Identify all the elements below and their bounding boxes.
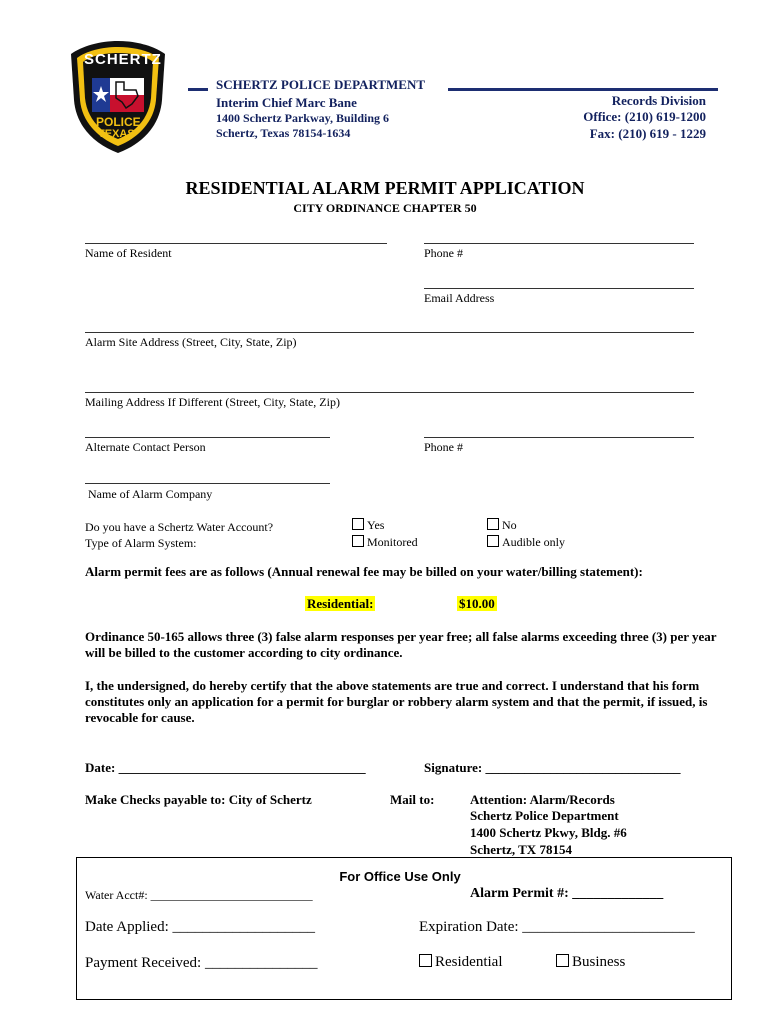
business-label: Business (572, 954, 626, 970)
water-acct-field[interactable]: Water Acct#: ___________________________ (85, 888, 313, 902)
alarm-company-line[interactable] (85, 483, 330, 484)
alarm-permit-field[interactable]: Alarm Permit #: _____________ (470, 886, 664, 901)
alarm-site-address-label: Alarm Site Address (Street, City, State, Zip) (85, 335, 297, 349)
phone-line[interactable] (424, 243, 694, 244)
office-use-heading: For Office Use Only (339, 869, 461, 884)
alarm-company-label: Name of Alarm Company (88, 487, 213, 501)
alarm-site-address-line[interactable] (85, 332, 694, 333)
business-checkbox[interactable] (556, 954, 569, 967)
alternate-phone-line[interactable] (424, 437, 694, 438)
residential-fee-label-text: Residential: (307, 596, 374, 611)
fees-intro: Alarm permit fees are as follows (Annual renewal fee may be billed on your water/billing statement): (85, 564, 643, 579)
form-title: RESIDENTIAL ALARM PERMIT APPLICATION (185, 178, 585, 198)
badge-top-text: SCHERTZ (84, 51, 162, 68)
no-checkbox[interactable] (487, 518, 499, 530)
certification-paragraph: I, the undersigned, do hereby certify that the above statements are true and correct. I understand that his form constitutes only an application for a permit for burglar or robbery alarm system and that the permit, if issued, is revocable for cause. (85, 678, 708, 725)
badge-bottom-text-line2: TEXAS (98, 128, 135, 140)
mail-to-label: Mail to: (390, 792, 435, 807)
audible-only-checkbox[interactable] (487, 535, 499, 547)
name-of-resident-label: Name of Resident (85, 246, 172, 260)
monitored-label: Monitored (367, 535, 418, 549)
address-line1: 1400 Schertz Parkway, Building 6 (216, 111, 390, 125)
yes-option[interactable] (352, 518, 384, 533)
form-subtitle: CITY ORDINANCE CHAPTER 50 (293, 201, 477, 215)
phone-label: Phone # (424, 246, 463, 260)
mail-to-line2: Schertz Police Department (470, 808, 619, 823)
email-line[interactable] (424, 288, 694, 289)
checks-payable-text: Make Checks payable to: City of Schertz (85, 792, 312, 807)
fax-number: Fax: (210) 619 - 1229 (589, 126, 706, 141)
residential-option[interactable] (419, 954, 503, 971)
water-account-question: Do you have a Schertz Water Account? (85, 520, 274, 534)
records-division: Records Division (611, 93, 706, 108)
audible-only-label: Audible only (502, 535, 565, 549)
residential-checkbox[interactable] (419, 954, 432, 967)
monitored-checkbox[interactable] (352, 535, 364, 547)
residential-label: Residential (435, 954, 503, 970)
department-name: SCHERTZ POLICE DEPARTMENT (216, 77, 426, 92)
business-option[interactable] (556, 954, 625, 971)
badge-bottom-text-line1: POLICE (96, 115, 141, 129)
payment-received-field[interactable]: Payment Received: _______________ (85, 955, 318, 971)
residential-fee-label (305, 596, 375, 612)
audible-only-option[interactable] (487, 535, 565, 550)
alternate-contact-line[interactable] (85, 437, 330, 438)
expiration-date-field[interactable]: Expiration Date: _______________________ (419, 919, 695, 935)
department-badge-logo (66, 38, 170, 156)
alarm-type-question: Type of Alarm System: (85, 536, 197, 550)
email-label: Email Address (424, 291, 495, 305)
address-line2: Schertz, Texas 78154-1634 (216, 126, 351, 140)
header-rule-left (188, 88, 208, 91)
mailing-address-label: Mailing Address If Different (Street, City, State, Zip) (85, 395, 340, 409)
alternate-phone-label: Phone # (424, 440, 463, 454)
alternate-contact-label: Alternate Contact Person (85, 440, 206, 454)
residential-fee-amount-text: $10.00 (459, 596, 495, 611)
mailing-address-line[interactable] (85, 392, 694, 393)
yes-checkbox[interactable] (352, 518, 364, 530)
mail-to-line3: 1400 Schertz Pkwy, Bldg. #6 (470, 825, 627, 840)
name-of-resident-line[interactable] (85, 243, 387, 244)
residential-fee-amount (457, 596, 497, 612)
date-field[interactable]: Date: ______________________________________ (85, 760, 366, 775)
mail-to-line1: Attention: Alarm/Records (470, 792, 615, 807)
chief-name: Interim Chief Marc Bane (216, 95, 357, 110)
mail-to-line4: Schertz, TX 78154 (470, 842, 572, 857)
ordinance-paragraph: Ordinance 50-165 allows three (3) false alarm responses per year free; all false alarms exceeding three (3) per year will be billed to the customer according to city ordinance. (85, 629, 717, 660)
office-phone: Office: (210) 619-1200 (583, 109, 706, 124)
signature-field[interactable]: Signature: ______________________________ (424, 760, 681, 775)
no-option[interactable] (487, 518, 517, 533)
header-rule-right (448, 88, 718, 91)
no-label: No (502, 518, 517, 532)
monitored-option[interactable] (352, 535, 418, 550)
yes-label: Yes (367, 518, 385, 532)
date-applied-field[interactable]: Date Applied: ___________________ (85, 919, 315, 935)
